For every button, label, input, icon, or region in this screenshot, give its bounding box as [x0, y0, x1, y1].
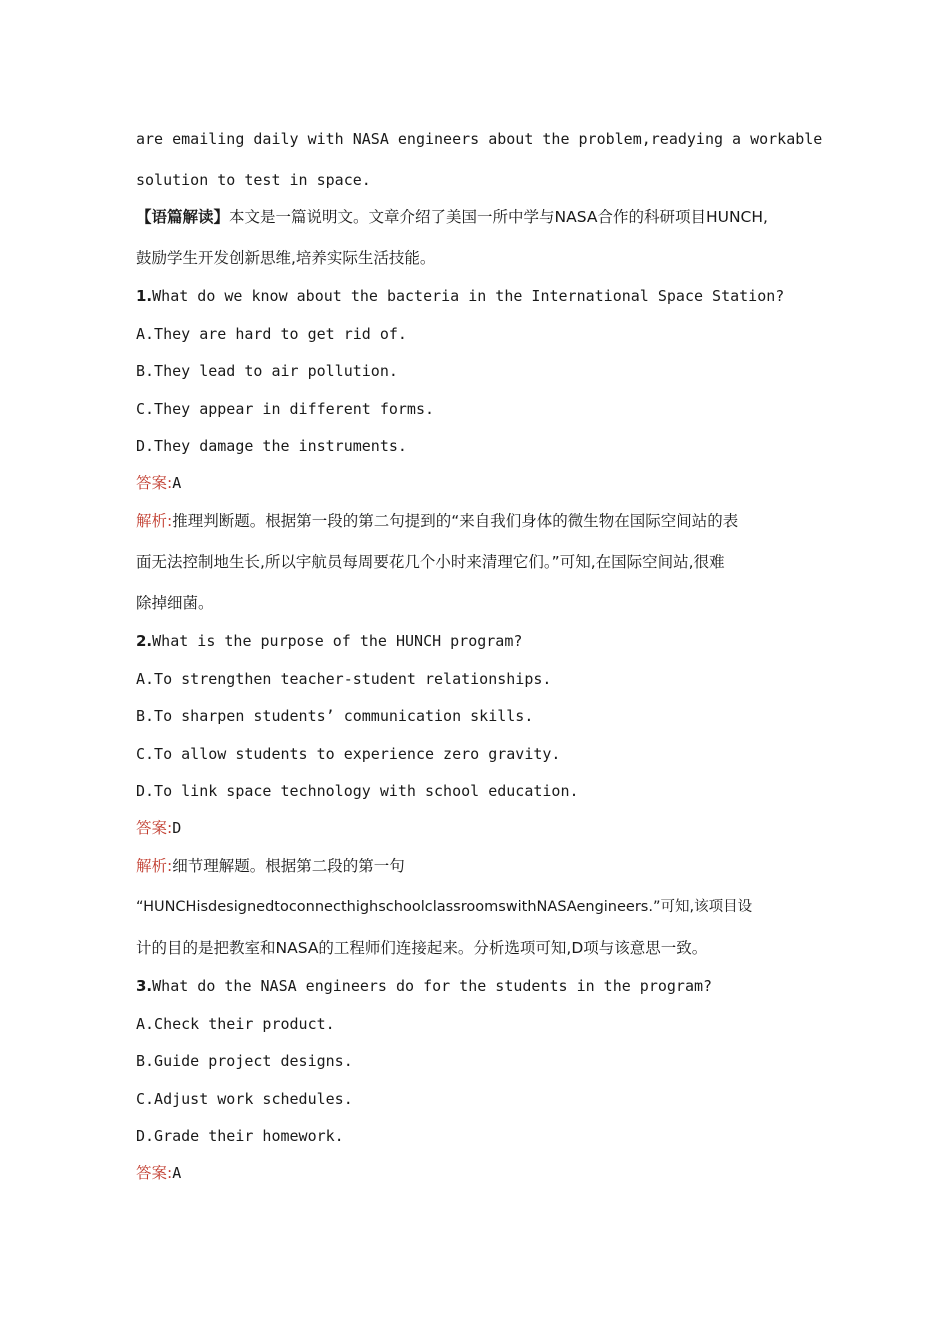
passage-line: are emailing daily with NASA engineers about the problem,readying a workable — [136, 130, 823, 148]
option: B.To sharpen students’ communication skills. — [136, 707, 534, 725]
answer-label: 答案: — [136, 819, 173, 837]
analysis-text: 计的目的是把教室和NASA的工程师们连接起来。分析选项可知,D项与该意思一致。 — [136, 939, 708, 957]
summary-paragraph — [136, 207, 768, 227]
answer-value: A — [172, 474, 182, 492]
option: B.Guide project designs. — [136, 1052, 353, 1070]
question-stem — [136, 286, 784, 306]
answer-value: D — [172, 819, 182, 837]
analysis-text: 细节理解题。根据第二段的第一句 — [172, 857, 405, 875]
question-text: What do the NASA engineers do for the students in the program? — [152, 977, 713, 995]
question-number: 3. — [136, 977, 153, 995]
option: D.Grade their homework. — [136, 1127, 344, 1145]
answer-label: 答案: — [136, 474, 173, 492]
option: A.Check their product. — [136, 1015, 335, 1033]
analysis-text: “HUNCHisdesignedtoconnecthighschoolclassroomswithNASAengineers.”可知,该项目设 — [136, 899, 753, 915]
analysis-text: 除掉细菌。 — [136, 594, 214, 612]
option: D.To link space technology with school education. — [136, 782, 579, 800]
analysis-line — [136, 511, 738, 531]
analysis-line — [136, 856, 405, 876]
analysis-text: 推理判断题。根据第一段的第二句提到的“来自我们身体的微生物在国际空间站的表 — [172, 512, 739, 530]
passage-line: solution to test in space. — [136, 171, 371, 189]
option: A.They are hard to get rid of. — [136, 325, 407, 343]
answer-label: 答案: — [136, 1164, 173, 1182]
answer-line — [136, 473, 181, 493]
analysis-label: 解析: — [136, 512, 173, 530]
option: C.To allow students to experience zero gravity. — [136, 745, 561, 763]
summary-label: 【语篇解读】 — [136, 208, 230, 226]
question-stem — [136, 976, 712, 996]
option: B.They lead to air pollution. — [136, 362, 398, 380]
question-stem — [136, 631, 522, 651]
option: C.Adjust work schedules. — [136, 1090, 353, 1108]
question-number: 1. — [136, 287, 153, 305]
summary-text: 鼓励学生开发创新思维,培养实际生活技能。 — [136, 249, 436, 267]
answer-value: A — [172, 1164, 182, 1182]
summary-text: 本文是一篇说明文。文章介绍了美国一所中学与NASA合作的科研项目HUNCH, — [229, 208, 768, 226]
analysis-text: 面无法控制地生长,所以宇航员每周要花几个小时来清理它们。”可知,在国际空间站,很难 — [136, 553, 725, 571]
question-text: What do we know about the bacteria in the International Space Station? — [152, 287, 785, 305]
analysis-label: 解析: — [136, 857, 173, 875]
question-text: What is the purpose of the HUNCH program? — [152, 632, 523, 650]
option: C.They appear in different forms. — [136, 400, 435, 418]
answer-line — [136, 818, 181, 838]
option: A.To strengthen teacher-student relationships. — [136, 670, 552, 688]
option: D.They damage the instruments. — [136, 437, 407, 455]
answer-line — [136, 1163, 181, 1183]
question-number: 2. — [136, 632, 153, 650]
